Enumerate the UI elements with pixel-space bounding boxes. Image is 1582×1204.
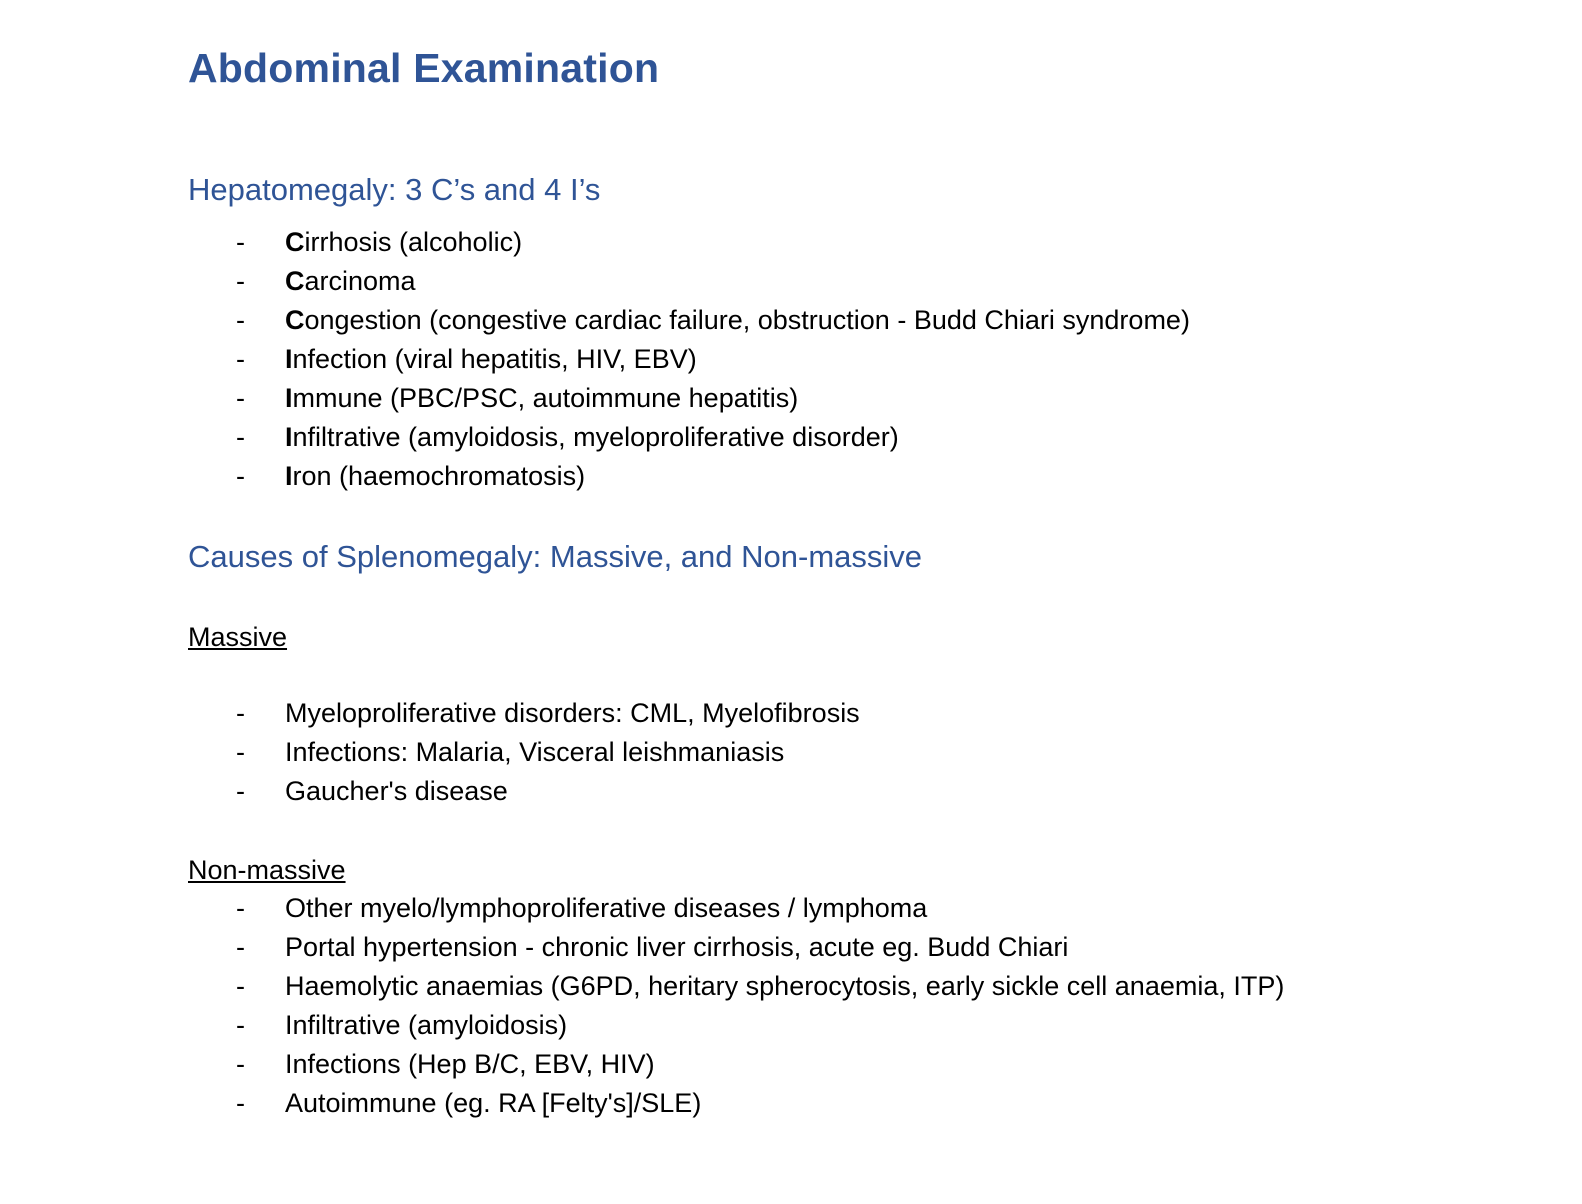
item-text: Autoimmune (eg. RA [Felty's]/SLE) <box>285 1088 702 1118</box>
item-initial: I <box>285 344 293 374</box>
item-text: arcinoma <box>304 266 416 296</box>
item-text: Portal hypertension - chronic liver cirrhosis, acute eg. Budd Chiari <box>285 932 1069 962</box>
item-text: Infections: Malaria, Visceral leishmaniasis <box>285 737 785 767</box>
bullet-dash: - <box>236 227 245 257</box>
item-initial: C <box>285 266 305 296</box>
bullet-dash: - <box>236 1088 245 1118</box>
page-title: Abdominal Examination <box>188 45 660 91</box>
item-text: Haemolytic anaemias (G6PD, heritary spherocytosis, early sickle cell anaemia, ITP) <box>285 971 1285 1001</box>
bullet-dash: - <box>236 461 245 491</box>
item-text: nfiltrative (amyloidosis, myeloproliferative disorder) <box>292 422 899 452</box>
bullet-dash: - <box>236 932 245 962</box>
item-initial: I <box>285 383 293 413</box>
item-text: Gaucher's disease <box>285 776 508 806</box>
bullet-dash: - <box>236 1049 245 1079</box>
splenomegaly-heading: Causes of Splenomegaly: Massive, and Non-massive <box>188 539 923 574</box>
item-text: ongestion (congestive cardiac failure, obstruction - Budd Chiari syndrome) <box>304 305 1190 335</box>
item-text: Myeloproliferative disorders: CML, Myelofibrosis <box>285 698 860 728</box>
bullet-dash: - <box>236 344 245 374</box>
bullet-dash: - <box>236 737 245 767</box>
item-text: Infiltrative (amyloidosis) <box>285 1010 568 1040</box>
hepatomegaly-heading: Hepatomegaly: 3 C’s and 4 I’s <box>188 172 601 207</box>
bullet-dash: - <box>236 383 245 413</box>
massive-subheading: Massive <box>188 622 288 652</box>
item-text: irrhosis (alcoholic) <box>304 227 523 257</box>
bullet-dash: - <box>236 698 245 728</box>
item-text: ron (haemochromatosis) <box>292 461 586 491</box>
bullet-dash: - <box>236 266 245 296</box>
item-text: Other myelo/lymphoproliferative diseases / lymphoma <box>285 893 928 923</box>
bullet-dash: - <box>236 422 245 452</box>
bullet-dash: - <box>236 971 245 1001</box>
bullet-dash: - <box>236 305 245 335</box>
bullet-dash: - <box>236 893 245 923</box>
item-initial: I <box>285 422 293 452</box>
item-text: nfection (viral hepatitis, HIV, EBV) <box>292 344 697 374</box>
bullet-dash: - <box>236 1010 245 1040</box>
non-massive-subheading: Non-massive <box>188 855 346 885</box>
item-text: mmune (PBC/PSC, autoimmune hepatitis) <box>292 383 799 413</box>
item-initial: C <box>285 227 305 257</box>
bullet-dash: - <box>236 776 245 806</box>
item-initial: C <box>285 305 305 335</box>
item-initial: I <box>285 461 293 491</box>
item-text: Infections (Hep B/C, EBV, HIV) <box>285 1049 655 1079</box>
